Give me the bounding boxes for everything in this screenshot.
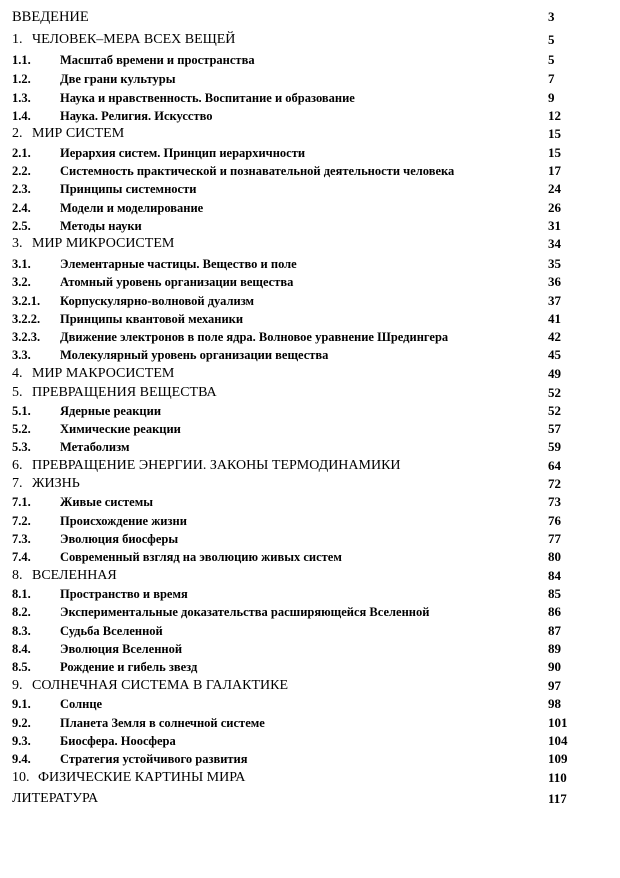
toc-entry-title: МИР МАКРОСИСТЕМ [32,366,175,381]
toc-section-entry [12,125,620,143]
toc-entry-number: 8.2. [12,605,31,619]
toc-entry-title: Две грани культуры [60,72,176,86]
toc-entry-number: 1. [12,32,23,47]
toc-entry-title: Молекулярный уровень организации вещества [60,348,329,362]
toc-entry-page: 31 [548,218,561,233]
toc-subsection-entry [12,199,620,217]
toc-subsection-entry [12,714,620,732]
toc-entry-title: СОЛНЕЧНАЯ СИСТЕМА В ГАЛАКТИКЕ [32,678,289,693]
toc-entry-page: 35 [548,256,561,271]
toc-entry-number: 8.3. [12,624,31,638]
toc-subsection-entry [12,658,620,676]
toc-subsection-entry [12,548,620,566]
toc-entry-page: 5 [548,32,555,47]
toc-entry-page: 104 [548,733,568,748]
toc-entry-title: Атомный уровень организации вещества [60,275,294,289]
toc-entry-title: ЧЕЛОВЕК–МЕРА ВСЕХ ВЕЩЕЙ [32,32,236,47]
toc-entry-title: Наука. Религия. Искусство [60,109,213,123]
toc-entry-number: 5.3. [12,440,31,454]
toc-entry-title: МИР СИСТЕМ [32,126,125,141]
toc-subsection-entry [12,622,620,640]
toc-entry-page: 42 [548,329,561,344]
toc-entry-number: 9.3. [12,734,31,748]
toc-entry-title: Элементарные частицы. Вещество и поле [60,257,297,271]
toc-subsection-entry [12,51,620,69]
toc-entry-page: 84 [548,568,561,583]
toc-entry-number: 2.5. [12,219,31,233]
toc-entry-title: Принципы системности [60,182,197,196]
toc-subsection-entry [12,420,620,438]
toc-entry-page: 15 [548,145,561,160]
toc-entry-page: 73 [548,494,561,509]
toc-entry-title: Иерархия систем. Принцип иерархичности [60,146,306,160]
toc-section-entry [12,384,620,402]
toc-entry-title: Эволюция биосферы [60,532,179,546]
toc-entry-title: Солнце [60,697,103,711]
toc-entry-page: 97 [548,678,561,693]
toc-subsection-entry [12,346,620,364]
toc-entry-title: Стратегия устойчивого развития [60,752,248,766]
toc-entry-number: 2.3. [12,182,31,196]
toc-subsection-entry [12,310,620,328]
toc-entry-title: ВСЕЛЕННАЯ [32,568,117,583]
toc-subsection-entry [12,438,620,456]
toc-section-entry [12,457,620,475]
toc-entry-title: Движение электронов в поле ядра. Волновое уравнение Шредингера [60,330,449,344]
toc-section-entry [12,8,620,26]
toc-entry-number: 3.2.1. [12,294,41,308]
toc-entry-number: 1.1. [12,53,31,67]
toc-entry-page: 52 [548,403,561,418]
toc-entry-title: Планета Земля в солнечной системе [60,716,265,730]
toc-subsection-entry [12,70,620,88]
toc-entry-page: 57 [548,421,561,436]
toc-entry-number: 2.4. [12,201,31,215]
toc-subsection-entry [12,603,620,621]
toc-entry-number: 6. [12,458,23,473]
toc-entry-number: 7.2. [12,514,31,528]
toc-entry-title: Методы науки [60,219,142,233]
toc-subsection-entry [12,750,620,768]
toc-entry-number: 4. [12,366,23,381]
toc-entry-page: 117 [548,791,567,806]
toc-entry-title: Корпускулярно-волновой дуализм [60,294,255,308]
toc-entry-title: Системность практической и познавательной деятельности человека [60,164,455,178]
toc-entry-page: 101 [548,715,568,730]
toc-entry-number: 3. [12,236,23,251]
toc-entry-number: 1.2. [12,72,31,86]
toc-entry-page: 109 [548,751,568,766]
toc-subsection-entry [12,292,620,310]
toc-subsection-entry [12,493,620,511]
toc-subsection-entry [12,512,620,530]
toc-entry-title: ФИЗИЧЕСКИЕ КАРТИНЫ МИРА [38,770,246,785]
toc-entry-page: 41 [548,311,561,326]
toc-entry-number: 7.1. [12,495,31,509]
toc-subsection-entry [12,255,620,273]
toc-entry-page: 12 [548,108,561,123]
toc-entry-title: Рождение и гибель звезд [60,660,198,674]
toc-subsection-entry [12,530,620,548]
toc-entry-number: 3.2.2. [12,312,41,326]
toc-entry-title: ЖИЗНЬ [32,476,80,491]
toc-section-entry [12,235,620,253]
toc-entry-number: 10. [12,770,30,785]
toc-entry-number: 8.4. [12,642,31,656]
toc-entry-page: 110 [548,770,567,785]
toc-subsection-entry [12,585,620,603]
toc-subsection-entry [12,107,620,125]
toc-entry-page: 37 [548,293,561,308]
toc-entry-number: 5.2. [12,422,31,436]
toc-entry-number: 7.3. [12,532,31,546]
toc-entry-page: 5 [548,52,555,67]
toc-entry-page: 15 [548,126,561,141]
toc-entry-number: 3.2. [12,275,31,289]
toc-subsection-entry [12,217,620,235]
toc-entry-number: 9.4. [12,752,31,766]
toc-entry-number: 9.2. [12,716,31,730]
toc-entry-page: 90 [548,659,561,674]
toc-entry-title: МИР МИКРОСИСТЕМ [32,236,175,251]
toc-entry-page: 26 [548,200,561,215]
toc-subsection-entry [12,89,620,107]
toc-entry-page: 80 [548,549,561,564]
toc-entry-title: ЛИТЕРАТУРА [12,791,99,806]
toc-entry-page: 17 [548,163,561,178]
toc-entry-title: Живые системы [60,495,154,509]
toc-section-entry [12,31,620,49]
toc-entry-page: 98 [548,696,561,711]
toc-entry-number: 1.3. [12,91,31,105]
toc-entry-number: 3.3. [12,348,31,362]
toc-entry-title: Пространство и время [60,587,188,601]
toc-entry-page: 89 [548,641,561,656]
toc-entry-number: 2. [12,126,23,141]
toc-entry-number: 7.4. [12,550,31,564]
toc-entry-number: 5.1. [12,404,31,418]
toc-subsection-entry [12,328,620,346]
toc-subsection-entry [12,732,620,750]
toc-entry-number: 8. [12,568,23,583]
toc-entry-page: 7 [548,71,555,86]
toc-entry-page: 52 [548,385,561,400]
toc-subsection-entry [12,695,620,713]
toc-entry-number: 5. [12,385,23,400]
toc-entry-number: 1.4. [12,109,31,123]
toc-section-entry [12,365,620,383]
toc-entry-page: 36 [548,274,561,289]
toc-section-entry [12,790,620,808]
toc-entry-number: 2.1. [12,146,31,160]
toc-subsection-entry [12,144,620,162]
toc-subsection-entry [12,162,620,180]
toc-entry-title: Эволюция Вселенной [60,642,183,656]
toc-entry-number: 3.1. [12,257,31,271]
toc-entry-title: Масштаб времени и пространства [60,53,255,67]
toc-section-entry [12,769,620,787]
toc-entry-page: 49 [548,366,561,381]
toc-subsection-entry [12,640,620,658]
toc-entry-page: 45 [548,347,561,362]
toc-entry-title: ВВЕДЕНИЕ [12,9,89,25]
toc-entry-page: 59 [548,439,561,454]
toc-entry-title: Наука и нравственность. Воспитание и образование [60,91,355,105]
toc-entry-title: ПРЕВРАЩЕНИЕ ЭНЕРГИИ. ЗАКОНЫ ТЕРМОДИНАМИКИ [32,458,401,473]
toc-entry-page: 9 [548,90,555,105]
toc-entry-page: 86 [548,604,561,619]
toc-section-entry [12,567,620,585]
toc-subsection-entry [12,180,620,198]
toc-entry-page: 3 [548,9,555,24]
toc-entry-number: 2.2. [12,164,31,178]
toc-entry-number: 8.1. [12,587,31,601]
toc-entry-title: Химические реакции [60,422,181,436]
toc-entry-page: 76 [548,513,561,528]
toc-entry-number: 3.2.3. [12,330,41,344]
toc-entry-page: 72 [548,476,561,491]
toc-entry-title: Модели и моделирование [60,201,204,215]
toc-entry-title: Биосфера. Ноосфера [60,734,176,748]
toc-entry-title: Современный взгляд на эволюцию живых систем [60,550,342,564]
toc-entry-page: 64 [548,458,561,473]
toc-entry-page: 77 [548,531,561,546]
toc-subsection-entry [12,273,620,291]
toc-entry-title: Метаболизм [60,440,130,454]
toc-entry-page: 85 [548,586,561,601]
toc-entry-page: 87 [548,623,561,638]
toc-entry-title: Экспериментальные доказательства расширяющейся Вселенной [60,605,430,619]
toc-entry-number: 9.1. [12,697,31,711]
toc-entry-number: 9. [12,678,23,693]
toc-entry-title: Принципы квантовой механики [60,312,244,326]
toc-entry-title: Судьба Вселенной [60,624,163,638]
toc-entry-number: 7. [12,476,23,491]
toc-entry-number: 8.5. [12,660,31,674]
toc-entry-title: Ядерные реакции [60,404,162,418]
toc-entry-title: ПРЕВРАЩЕНИЯ ВЕЩЕСТВА [32,385,217,400]
toc-section-entry [12,677,620,695]
toc-section-entry [12,475,620,493]
toc-entry-page: 24 [548,181,561,196]
toc-entry-page: 34 [548,236,561,251]
toc-subsection-entry [12,402,620,420]
toc-entry-title: Происхождение жизни [60,514,187,528]
